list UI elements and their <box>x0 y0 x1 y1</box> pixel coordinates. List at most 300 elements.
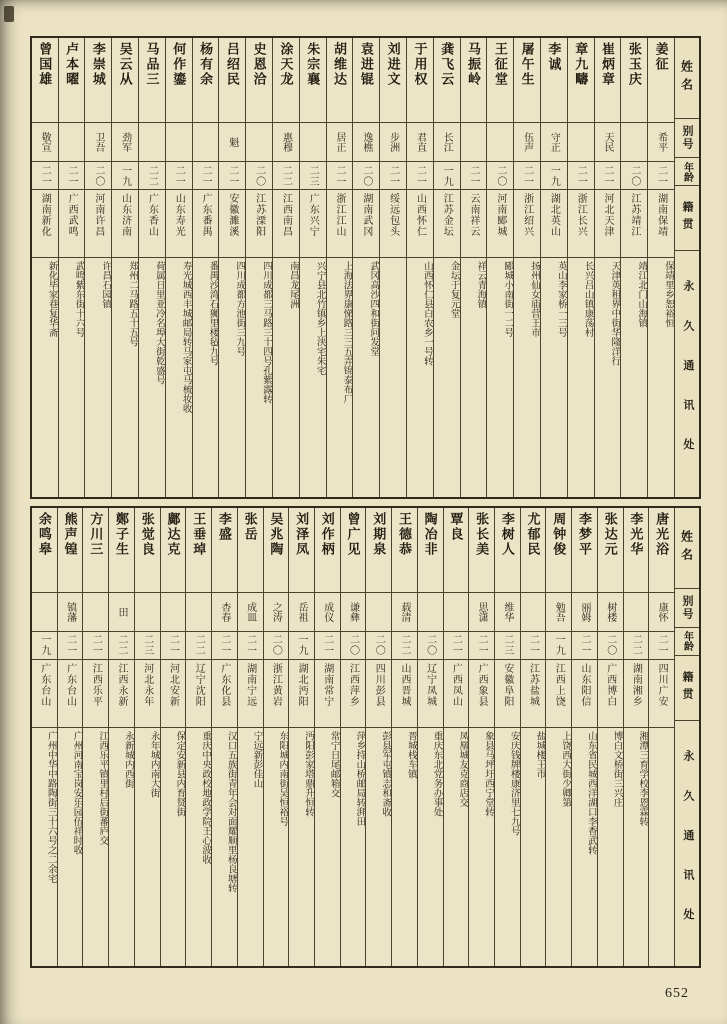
person-age: 二〇 <box>598 632 623 660</box>
person-alias: 惠穆 <box>273 123 299 162</box>
person-name: 张长美 <box>469 508 494 593</box>
person-name: 朱宗襄 <box>300 38 326 123</box>
person-alias: 卫吾 <box>85 123 111 162</box>
person-column <box>571 508 597 967</box>
person-address: 许昌石园镇 <box>100 261 111 309</box>
header-alias-label: 别号 <box>675 589 699 628</box>
person-address: 新化毕家巷复华斋 <box>46 261 57 337</box>
person-column <box>486 38 513 497</box>
header-address-label: 永久通讯处 <box>681 749 694 948</box>
person-column <box>567 38 594 497</box>
person-address: 兴宁县北竹镇乡上浃宅朱宅 <box>314 261 325 375</box>
person-column <box>545 508 571 967</box>
person-origin: 广西博白 <box>598 660 623 728</box>
person-origin: 河北天津 <box>595 190 621 258</box>
person-address: 江西乐平镇里村后街蕃庐交 <box>97 730 108 845</box>
person-alias: 康怀 <box>649 593 674 632</box>
person-name: 姜征 <box>648 38 674 123</box>
header-column <box>674 38 699 497</box>
person-name: 张达元 <box>598 508 623 593</box>
person-alias: 丽姆 <box>572 593 597 632</box>
person-column <box>263 508 289 967</box>
person-origin: 湖南保靖 <box>648 190 674 258</box>
person-age: 二一 <box>315 632 340 660</box>
person-origin: 山西晋城 <box>392 660 417 728</box>
person-address: 山西怀仁县白农乡一号转 <box>421 261 432 366</box>
person-name: 尤郁民 <box>521 508 546 593</box>
person-address: 寿光城西丰城邮局转马家屯马梳妆收 <box>180 261 191 413</box>
person-alias <box>83 593 108 632</box>
person-alias: 天民 <box>595 123 621 162</box>
person-age: 二一 <box>219 162 245 190</box>
person-address: 博白文桥街三兴庄 <box>611 730 622 807</box>
person-column <box>352 38 379 497</box>
person-age: 二〇 <box>418 632 443 660</box>
directory-table-bottom <box>30 506 701 969</box>
person-origin: 河北安新 <box>161 660 186 728</box>
person-address: 永年城内南大街 <box>148 730 159 797</box>
person-name: 崔炳章 <box>595 38 621 123</box>
person-age: 一九 <box>112 162 138 190</box>
person-age: 二一 <box>461 162 487 190</box>
person-name: 张觉良 <box>135 508 160 593</box>
person-name: 周钟俊 <box>546 508 571 593</box>
person-age: 二一 <box>32 162 58 190</box>
person-age: 二〇 <box>341 632 366 660</box>
person-column <box>365 508 391 967</box>
person-name: 陶冶非 <box>418 508 443 593</box>
person-address: 晋城栈车镇 <box>405 730 416 778</box>
person-name: 杨有余 <box>193 38 219 123</box>
person-age: 二二 <box>273 162 299 190</box>
person-origin: 安徽濉溪 <box>219 190 245 258</box>
person-origin: 辽宁凤城 <box>418 660 443 728</box>
person-origin: 广西象县 <box>469 660 494 728</box>
person-alias <box>521 593 546 632</box>
person-alias: 载清 <box>392 593 417 632</box>
person-alias: 勉吾 <box>546 593 571 632</box>
person-origin: 广西凤山 <box>444 660 469 728</box>
person-alias <box>186 593 211 632</box>
person-origin: 江西萍乡 <box>341 660 366 728</box>
person-name: 卢本曜 <box>59 38 85 123</box>
person-age: 二一 <box>193 162 219 190</box>
person-alias <box>568 123 594 162</box>
person-alias: 伍声 <box>514 123 540 162</box>
person-origin: 广东台山 <box>32 660 57 728</box>
person-name: 涂天龙 <box>273 38 299 123</box>
person-address <box>649 728 674 967</box>
person-origin: 江苏靖江 <box>621 190 647 258</box>
person-address: 凤凰城友克商店交 <box>457 730 468 807</box>
person-column <box>32 508 57 967</box>
person-origin: 四川广安 <box>649 660 674 728</box>
person-address: 四川成都三马路三十四号孔紫露转 <box>261 261 272 404</box>
person-age: 二三 <box>135 632 160 660</box>
person-column <box>237 508 263 967</box>
person-name: 张玉庆 <box>621 38 647 123</box>
person-alias: 劲军 <box>112 123 138 162</box>
person-origin: 云南祥云 <box>461 190 487 258</box>
person-origin: 江西永新 <box>109 660 134 728</box>
person-address: 郑州二马路五十五号 <box>127 261 138 347</box>
person-alias <box>59 123 85 162</box>
person-age: 二一 <box>514 162 540 190</box>
person-alias <box>135 593 160 632</box>
person-column <box>299 38 326 497</box>
directory-tables <box>30 36 701 968</box>
person-alias: 谦彝 <box>341 593 366 632</box>
person-name: 唐光浴 <box>649 508 674 593</box>
person-origin: 广东香山 <box>139 190 165 258</box>
person-name: 吴云从 <box>112 38 138 123</box>
person-name: 鄺达克 <box>161 508 186 593</box>
person-column <box>406 38 433 497</box>
person-alias: 成仪 <box>315 593 340 632</box>
person-name: 鄭子生 <box>109 508 134 593</box>
person-alias <box>246 123 272 162</box>
person-address: 祥云青海镇 <box>475 261 486 309</box>
person-column <box>443 508 469 967</box>
person-address: 永新城内西街 <box>122 730 133 788</box>
person-column <box>340 508 366 967</box>
person-name: 李诚 <box>541 38 567 123</box>
person-origin: 浙江黄岩 <box>264 660 289 728</box>
person-alias: 敬宣 <box>32 123 58 162</box>
person-origin: 浙江江山 <box>327 190 353 258</box>
person-name: 熊声锽 <box>58 508 83 593</box>
scan-edge-artifact <box>4 6 14 22</box>
person-name: 袁进锟 <box>353 38 379 123</box>
person-name: 马品三 <box>139 38 165 123</box>
person-column <box>468 508 494 967</box>
person-age: 二一 <box>444 632 469 660</box>
person-origin: 湖南宁远 <box>238 660 263 728</box>
person-origin: 广西武鸣 <box>59 190 85 258</box>
person-address: 靖江北门山海镇 <box>636 261 647 328</box>
person-alias <box>193 123 219 162</box>
person-alias <box>418 593 443 632</box>
person-origin: 河南郾城 <box>487 190 513 258</box>
person-column <box>647 38 674 497</box>
person-address: 保靖里乡恕裕恒 <box>663 261 673 328</box>
person-column <box>513 38 540 497</box>
person-age: 二一 <box>166 162 192 190</box>
person-name: 马振岭 <box>461 38 487 123</box>
person-alias <box>166 123 192 162</box>
person-name: 刘泽凤 <box>289 508 314 593</box>
person-alias <box>32 593 57 632</box>
person-alias: 逸樵 <box>353 123 379 162</box>
person-name: 吴兆陶 <box>264 508 289 593</box>
person-alias: 成皿 <box>238 593 263 632</box>
person-age: 一九 <box>434 162 460 190</box>
person-alias: 之涛 <box>264 593 289 632</box>
person-column <box>326 38 353 497</box>
person-origin: 河北永年 <box>135 660 160 728</box>
person-origin: 河南许昌 <box>85 190 111 258</box>
person-origin: 安徽阜阳 <box>495 660 520 728</box>
person-origin: 江苏盐城 <box>521 660 546 728</box>
person-alias: 魁 <box>219 123 245 162</box>
person-age: 二一 <box>212 632 237 660</box>
person-column <box>379 38 406 497</box>
directory-table-top <box>30 36 701 499</box>
person-alias <box>444 593 469 632</box>
person-column <box>288 508 314 967</box>
person-name: 曾国雄 <box>32 38 58 123</box>
person-address: 广州河南宝岗安乐园伍祥时收 <box>71 730 82 854</box>
person-column <box>594 38 621 497</box>
person-origin: 浙江长兴 <box>568 190 594 258</box>
person-origin: 湖南常宁 <box>315 660 340 728</box>
person-age: 二〇 <box>246 162 272 190</box>
person-column <box>58 38 85 497</box>
person-age: 二一 <box>572 632 597 660</box>
person-name: 于用权 <box>407 38 433 123</box>
person-name: 张岳 <box>238 508 263 593</box>
person-alias <box>366 593 391 632</box>
person-column <box>218 38 245 497</box>
person-age: 一九 <box>32 632 57 660</box>
person-column <box>108 508 134 967</box>
person-name: 屠午生 <box>514 38 540 123</box>
person-alias <box>624 593 649 632</box>
person-origin: 江西南昌 <box>273 190 299 258</box>
person-name: 王征堂 <box>487 38 513 123</box>
person-age: 二三 <box>300 162 326 190</box>
person-address: 盐城楼王市 <box>534 730 545 778</box>
person-column <box>82 508 108 967</box>
person-alias: 居正 <box>327 123 353 162</box>
person-alias <box>487 123 513 162</box>
person-address: 东阳城内南街吴恒裕号 <box>277 730 288 826</box>
person-column <box>111 38 138 497</box>
person-column <box>160 508 186 967</box>
person-column <box>272 38 299 497</box>
person-origin: 山东济南 <box>112 190 138 258</box>
person-age: 二一 <box>58 632 83 660</box>
person-name: 李光华 <box>624 508 649 593</box>
person-age: 二一 <box>407 162 433 190</box>
person-age: 二〇 <box>487 162 513 190</box>
person-alias <box>621 123 647 162</box>
person-origin: 辽宁沈阳 <box>186 660 211 728</box>
header-address-label: 永久通讯处 <box>681 280 694 479</box>
person-name: 王德恭 <box>392 508 417 593</box>
person-age: 二二 <box>109 632 134 660</box>
person-origin: 山西怀仁 <box>407 190 433 258</box>
person-name: 王垂琸 <box>186 508 211 593</box>
person-address: 天津英租界中街华隆洋行 <box>609 261 620 366</box>
person-address: 英山李家桥一三号 <box>555 261 566 337</box>
person-name: 李树人 <box>495 508 520 593</box>
person-address: 山东省民城西洋湖口李香武转 <box>585 730 596 854</box>
person-address: 郾城小南街一二号 <box>502 261 513 337</box>
person-name: 李梦平 <box>572 508 597 593</box>
header-alias-label: 别号 <box>675 119 699 158</box>
person-column <box>84 38 111 497</box>
person-address: 宁远新彭佳山 <box>251 730 262 788</box>
person-column <box>620 38 647 497</box>
person-name: 曾广见 <box>341 508 366 593</box>
person-address: 重庆中央政校地政学院王心波收 <box>200 730 211 864</box>
person-column <box>32 38 58 497</box>
person-alias: 长江 <box>434 123 460 162</box>
header-name-label: 姓名 <box>675 38 699 119</box>
person-column <box>494 508 520 967</box>
person-age: 一九 <box>289 632 314 660</box>
person-age: 二二 <box>139 162 165 190</box>
person-age: 二〇 <box>85 162 111 190</box>
person-alias: 守正 <box>541 123 567 162</box>
person-origin: 江西乐平 <box>83 660 108 728</box>
person-column <box>597 508 623 967</box>
person-column <box>211 508 237 967</box>
person-origin: 江西上饶 <box>546 660 571 728</box>
person-origin: 浙江绍兴 <box>514 190 540 258</box>
person-age: 二二 <box>624 632 649 660</box>
person-name: 胡维达 <box>327 38 353 123</box>
person-alias: 岳祖 <box>289 593 314 632</box>
person-address: 扬州仙女庙营王市 <box>529 261 540 337</box>
person-alias <box>300 123 326 162</box>
person-name: 李盛 <box>212 508 237 593</box>
person-age: 二三 <box>495 632 520 660</box>
person-alias: 步洲 <box>380 123 406 162</box>
person-address: 保定安新县内育贤街 <box>174 730 185 816</box>
person-address: 上海法界康悌路三三五弄锦泰布厂 <box>341 261 352 404</box>
person-origin: 广东台山 <box>58 660 83 728</box>
person-address: 南昌龙尾洲 <box>287 261 298 309</box>
person-alias: 君直 <box>407 123 433 162</box>
person-address: 广州中华中路陶街三十六号之二余宅 <box>45 730 56 883</box>
person-age: 二一 <box>380 162 406 190</box>
person-address: 汉口五族街青年会对面耀顺里杨良塘转 <box>225 730 236 892</box>
person-column <box>460 38 487 497</box>
person-origin: 湖北英山 <box>541 190 567 258</box>
person-column <box>138 38 165 497</box>
person-age: 一九 <box>541 162 567 190</box>
person-address: 武冈高沙四和街问发堂 <box>368 261 379 356</box>
person-address: 番禺沙湾石狮里楼毡九号 <box>207 261 218 366</box>
person-column <box>192 38 219 497</box>
person-age: 二一 <box>568 162 594 190</box>
header-column <box>674 508 699 967</box>
person-address: 湘潭三育学校李恩霖转 <box>637 730 648 826</box>
person-age: 二一 <box>327 162 353 190</box>
header-origin-label: 籍贯 <box>675 186 699 251</box>
person-name: 章九疇 <box>568 38 594 123</box>
person-alias <box>139 123 165 162</box>
person-origin: 江苏溧阳 <box>246 190 272 258</box>
person-name: 何作鎏 <box>166 38 192 123</box>
person-age: 二一 <box>83 632 108 660</box>
person-age: 二二 <box>392 632 417 660</box>
person-address: 安庆钱牌楼康济里七九号 <box>508 730 519 835</box>
person-age: 二一 <box>649 632 674 660</box>
person-age: 一九 <box>546 632 571 660</box>
person-alias: 田 <box>109 593 134 632</box>
person-age: 二〇 <box>264 632 289 660</box>
person-origin: 绥远包头 <box>380 190 406 258</box>
person-origin: 广东番禺 <box>193 190 219 258</box>
person-age: 二一 <box>59 162 85 190</box>
person-alias <box>161 593 186 632</box>
person-origin: 广东兴宁 <box>300 190 326 258</box>
person-address: 四川成都方池街三九号 <box>234 261 245 356</box>
person-column <box>433 38 460 497</box>
person-alias: 树楼 <box>598 593 623 632</box>
person-column <box>185 508 211 967</box>
person-address: 象县马坪圩西宁堂转 <box>482 730 493 816</box>
person-name: 余鸣皋 <box>32 508 57 593</box>
person-column <box>134 508 160 967</box>
person-origin: 湖南湘乡 <box>624 660 649 728</box>
person-name: 方川三 <box>83 508 108 593</box>
person-address: 上饶西大街少卿第 <box>560 730 571 807</box>
page-number: 652 <box>665 986 689 1001</box>
person-column <box>623 508 649 967</box>
person-column <box>391 508 417 967</box>
person-address: 重庆东北党务办事处 <box>431 730 442 816</box>
person-age: 二二 <box>186 632 211 660</box>
person-address: 武鸣紫东街十六号 <box>73 261 84 337</box>
person-address: 常宁日尾邮箱交 <box>328 730 339 797</box>
header-age-label: 年龄 <box>675 628 699 656</box>
person-address: 金坛于复元堂 <box>448 261 459 318</box>
person-address: 长兴吕山镇康荡村 <box>582 261 593 337</box>
person-name: 刘进文 <box>380 38 406 123</box>
person-origin: 广东化县 <box>212 660 237 728</box>
person-name: 覃良 <box>444 508 469 593</box>
person-column <box>540 38 567 497</box>
person-age: 二一 <box>595 162 621 190</box>
header-name-label: 姓名 <box>675 508 699 589</box>
person-alias: 维华 <box>495 593 520 632</box>
person-column <box>520 508 546 967</box>
person-name: 刘期泉 <box>366 508 391 593</box>
person-alias: 思潇 <box>469 593 494 632</box>
person-alias: 杏春 <box>212 593 237 632</box>
person-column <box>245 38 272 497</box>
person-column <box>314 508 340 967</box>
person-age: 二一 <box>161 632 186 660</box>
person-address <box>380 258 406 497</box>
person-name: 史恩洽 <box>246 38 272 123</box>
person-name: 刘作柄 <box>315 508 340 593</box>
person-origin: 江苏金坛 <box>434 190 460 258</box>
header-age-label: 年龄 <box>675 158 699 186</box>
person-address: 彭县军屯镇志和斋收 <box>380 730 391 816</box>
person-age: 二〇 <box>366 632 391 660</box>
person-origin: 湖北沔阳 <box>289 660 314 728</box>
person-column <box>417 508 443 967</box>
person-name: 吕绍民 <box>219 38 245 123</box>
person-address: 萍乡持山桥邮局转湃田 <box>354 730 365 826</box>
person-age: 二〇 <box>621 162 647 190</box>
person-column <box>648 508 674 967</box>
person-name: 李崇城 <box>85 38 111 123</box>
person-age: 二一 <box>521 632 546 660</box>
person-age: 二一 <box>238 632 263 660</box>
person-column <box>165 38 192 497</box>
person-column <box>57 508 83 967</box>
person-alias <box>461 123 487 162</box>
header-origin-label: 籍贯 <box>675 656 699 721</box>
person-age: 二〇 <box>353 162 379 190</box>
person-address: 沔阳彭家塔鼎升恒转 <box>302 730 313 816</box>
